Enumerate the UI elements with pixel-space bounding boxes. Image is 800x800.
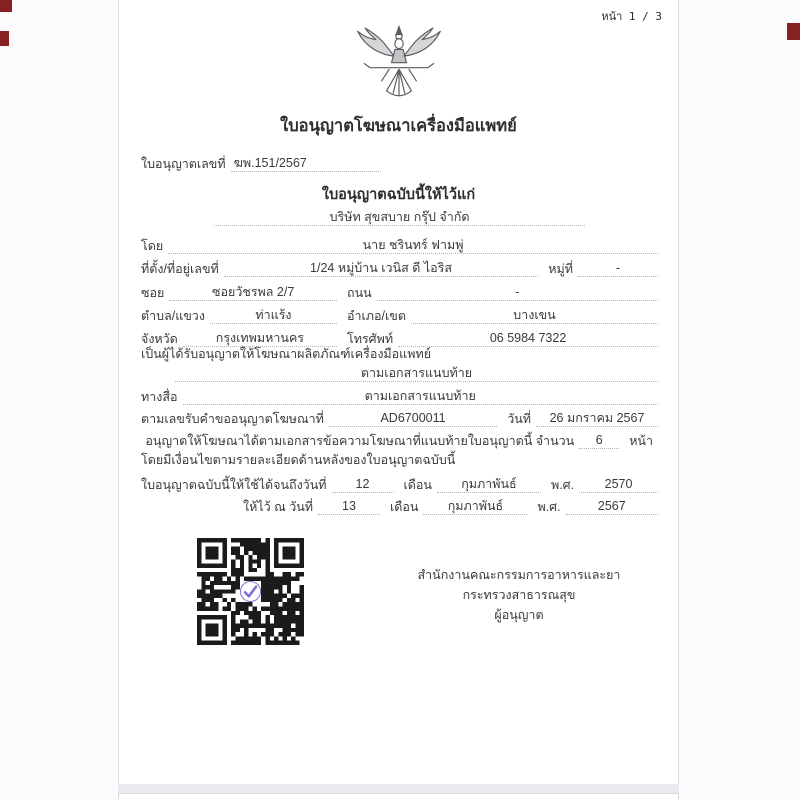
soi-label: ซอย xyxy=(141,285,165,300)
products-value: ตามเอกสารแนบท้าย xyxy=(175,365,658,382)
province-label: จังหวัด xyxy=(141,331,178,346)
province-value: กรุงเทพมหานคร xyxy=(183,330,337,347)
road-value: - xyxy=(377,284,658,301)
permission-pages-value: 6 xyxy=(579,432,619,449)
document-title: ใบอนุญาตโฆษณาเครื่องมือแพทย์ xyxy=(280,117,517,135)
valid-until-month: กุมภาพันธ์ xyxy=(437,476,541,493)
address-row xyxy=(141,256,658,277)
by-value: นาย ชรินทร์ ฟามพู่ xyxy=(168,237,658,254)
license-number-label: ใบอนุญาตเลขที่ xyxy=(141,156,226,171)
company-name-value: บริษัท สุขสบาย กรุ๊ป จำกัด xyxy=(214,209,585,226)
garuda-emblem-icon xyxy=(337,23,461,114)
authority-ministry: กระทรวงสาธารณสุข xyxy=(462,588,576,602)
valid-until-year: 2570 xyxy=(579,476,658,493)
permission-prefix: อนุญาตให้โฆษณาได้ตามเอกสารข้อความโฆษณาที่แนบท้ายใบอนุญาตนี้ จำนวน xyxy=(145,433,575,448)
soi-road-row xyxy=(141,280,658,301)
corner-mark xyxy=(787,23,800,40)
district-value: บางเขน xyxy=(411,307,658,324)
month-label: เดือน xyxy=(403,477,432,492)
address-value: 1/24 หมู่บ้าน เวนิส ดี ไอริส xyxy=(224,260,539,277)
corner-mark xyxy=(0,31,9,46)
by-label: โดย xyxy=(141,238,164,253)
company-row xyxy=(141,205,658,226)
month-label: เดือน xyxy=(390,499,419,514)
soi-value: ซอยวัชรพล 2/7 xyxy=(169,284,337,301)
address-label: ที่ตั้ง/ที่อยู่เลขที่ xyxy=(141,261,219,276)
valid-until-row xyxy=(141,472,658,493)
permission-row xyxy=(141,428,658,449)
road-label: ถนน xyxy=(347,285,372,300)
media-row xyxy=(141,384,658,405)
issued-month: กุมภาพันธ์ xyxy=(423,498,527,515)
authority-office: สำนักงานคณะกรรมการอาหารและยา xyxy=(417,568,621,582)
application-number-label: ตามเลขรับคำขออนุญาตโฆษณาที่ xyxy=(141,411,324,426)
document-page-1 xyxy=(118,0,679,785)
fda-check-logo-icon xyxy=(240,581,261,602)
page-gap xyxy=(118,784,679,793)
era-label: พ.ศ. xyxy=(537,499,561,514)
application-date-label: วันที่ xyxy=(507,411,531,426)
subdistrict-label: ตำบล/แขวง xyxy=(141,308,205,323)
issued-to-heading: ใบอนุญาตฉบับนี้ให้ไว้แก่ xyxy=(321,187,476,203)
issued-year: 2567 xyxy=(566,498,658,515)
qr-code xyxy=(197,538,304,645)
issued-day: 13 xyxy=(318,498,380,515)
authority-block xyxy=(379,565,659,625)
phone-label: โทรศัพท์ xyxy=(347,331,394,346)
district-label: อำเภอ/เขต xyxy=(347,308,406,323)
by-row xyxy=(141,233,658,254)
subdistrict-value: ท่าแร้ง xyxy=(210,307,337,324)
application-number-value: AD6700011 xyxy=(329,410,497,427)
license-number-row xyxy=(141,151,658,172)
grantee-line: เป็นผู้ได้รับอนุญาตให้โฆษณาผลิตภัณฑ์เครื่องมือแพทย์ xyxy=(141,347,432,361)
document-page-2-edge xyxy=(118,793,679,800)
moo-label: หมู่ที่ xyxy=(548,261,573,276)
media-label: ทางสื่อ xyxy=(141,389,178,404)
media-value: ตามเอกสารแนบท้าย xyxy=(183,388,659,405)
phone-value: 06 5984 7322 xyxy=(398,330,658,347)
application-date-value: 26 มกราคม 2567 xyxy=(536,410,658,427)
issued-at-row xyxy=(141,494,658,515)
application-row xyxy=(141,406,658,427)
authority-licensor: ผู้อนุญาต xyxy=(494,608,544,622)
subdistrict-district-row xyxy=(141,303,658,324)
valid-until-day: 12 xyxy=(332,476,394,493)
page-number-indicator: หน้า 1 / 3 xyxy=(601,10,662,23)
moo-value: - xyxy=(578,260,658,277)
license-number-value: ฆพ.151/2567 xyxy=(231,155,381,172)
issued-at-label: ให้ไว้ ณ วันที่ xyxy=(243,499,313,514)
valid-until-label: ใบอนุญาตฉบับนี้ให้ใช้ได้จนถึงวันที่ xyxy=(141,477,327,492)
corner-mark xyxy=(0,0,12,12)
condition-line: โดยมีเงื่อนไขตามรายละเอียดด้านหลังของใบอนุญาตฉบับนี้ xyxy=(141,453,456,467)
products-row xyxy=(141,361,658,382)
era-label: พ.ศ. xyxy=(550,477,575,492)
permission-suffix: หน้า xyxy=(629,433,653,448)
